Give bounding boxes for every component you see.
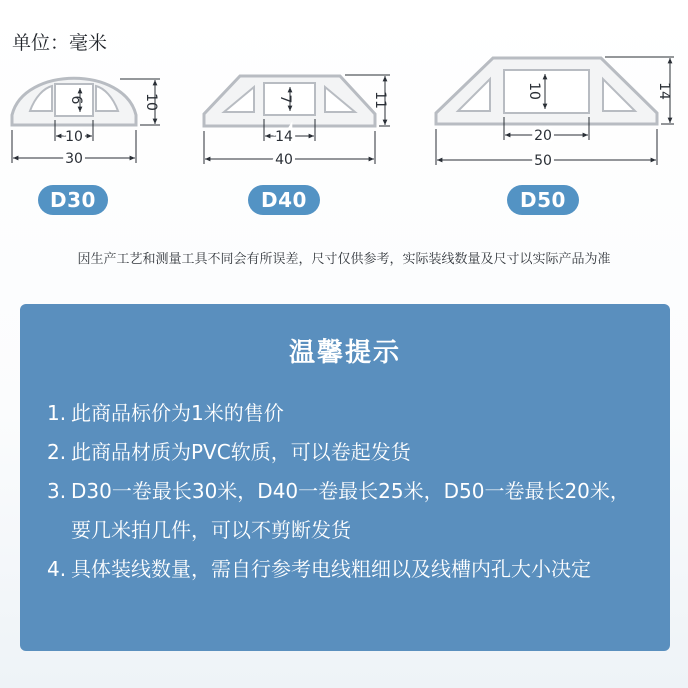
d40-width-label: 40 bbox=[275, 152, 293, 168]
d30-width-label: 30 bbox=[65, 151, 83, 167]
d30-inner-height-label: 6 bbox=[68, 95, 84, 105]
tips-item bbox=[47, 550, 647, 589]
d40-inner-width-label: 14 bbox=[275, 129, 293, 145]
tips-panel bbox=[20, 304, 670, 651]
d50-width-label: 50 bbox=[534, 153, 552, 169]
tips-item-number: 3. bbox=[47, 479, 67, 503]
d40-model-badge: D40 bbox=[248, 185, 320, 215]
tips-item-number: 4. bbox=[47, 557, 67, 581]
tips-item-text: 此商品材质为PVC软质，可以卷起发货 bbox=[71, 440, 411, 464]
tips-item bbox=[47, 472, 647, 550]
d50-inner-width-label: 20 bbox=[534, 128, 552, 144]
tips-item-number: 1. bbox=[47, 401, 67, 425]
d40-inner-height-label: 7 bbox=[277, 94, 293, 104]
d50-profile-shape bbox=[436, 58, 657, 124]
disclaimer-text: 因生产工艺和测量工具不同会有所误差，尺寸仅供参考，实际装线数量及尺寸以实际产品为准 bbox=[77, 252, 611, 267]
tips-item-text: 具体装线数量，需自行参考电线粗细以及线槽内孔大小决定 bbox=[71, 557, 591, 581]
tips-item bbox=[47, 433, 647, 472]
d30-inner-width-label: 10 bbox=[65, 129, 83, 145]
d40-height-label: 11 bbox=[372, 91, 388, 109]
tips-item bbox=[47, 394, 647, 433]
tips-item-text: D30一卷最长30米，D40一卷最长25米，D50一卷最长20米，要几米拍几件，可以不剪断发货 bbox=[71, 479, 630, 542]
tips-list bbox=[47, 394, 647, 589]
tips-item-text: 此商品标价为1米的售价 bbox=[71, 401, 284, 425]
d50-height-label: 14 bbox=[656, 82, 672, 100]
tips-item-number: 2. bbox=[47, 440, 67, 464]
d50-inner-height-label: 10 bbox=[526, 82, 542, 100]
tips-title: 温馨提示 bbox=[288, 338, 401, 368]
d30-height-label: 10 bbox=[143, 93, 159, 111]
d30-model-badge: D30 bbox=[38, 185, 108, 215]
unit-label: 单位：毫米 bbox=[12, 32, 108, 54]
d50-model-badge: D50 bbox=[507, 185, 579, 215]
